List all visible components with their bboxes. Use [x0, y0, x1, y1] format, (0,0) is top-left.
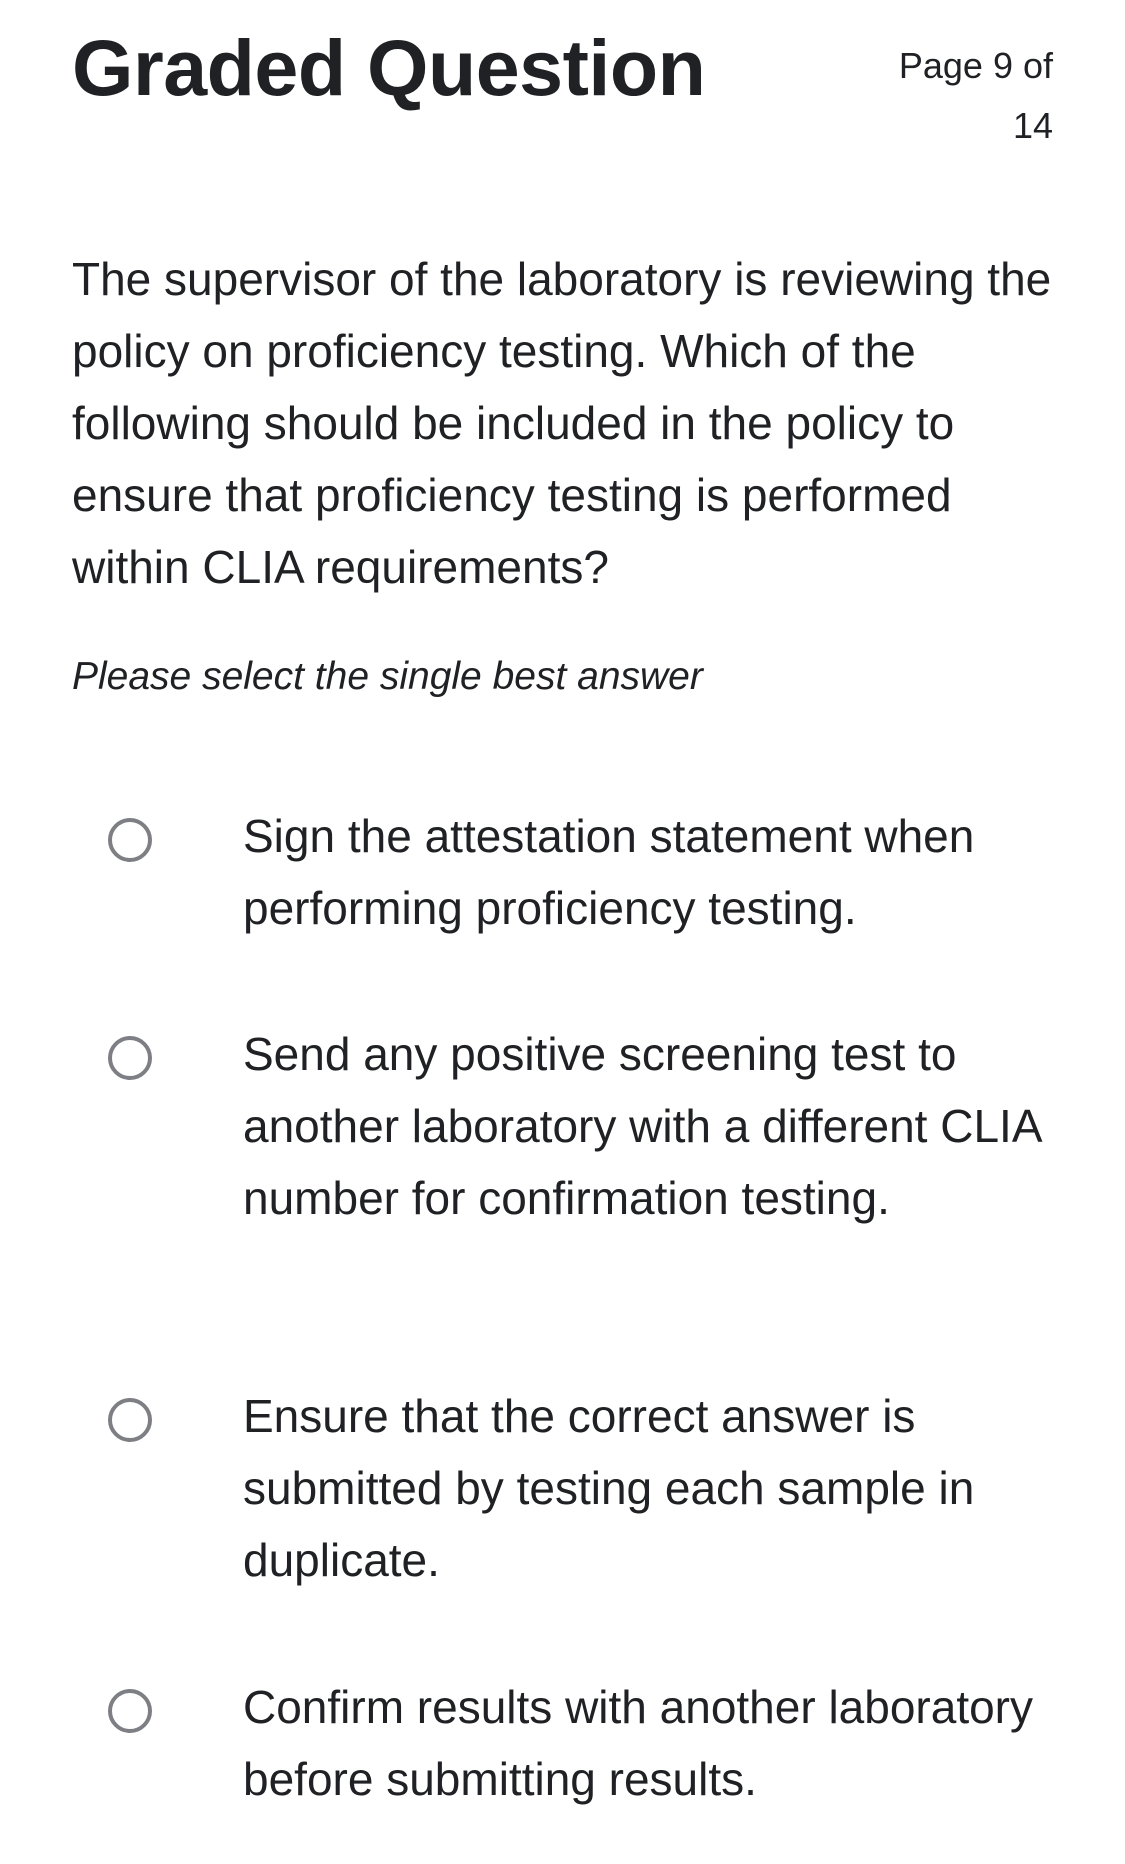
page-title: Graded Question — [72, 23, 706, 112]
answer-instruction: Please select the single best answer — [72, 655, 703, 698]
header — [72, 0, 1053, 200]
radio-button-icon[interactable] — [108, 1398, 152, 1442]
answer-option-label: Sign the attestation statement when performing proficiency testing. — [243, 810, 975, 934]
radio-button-icon[interactable] — [108, 818, 152, 862]
question-text: The supervisor of the laboratory is reviewing the policy on proficiency testing. Which of the following should be included in the policy to ensure that proficiency testing is performed within CLIA requirements? — [72, 253, 1052, 593]
radio-button-icon[interactable] — [108, 1036, 152, 1080]
answer-option-label: Ensure that the correct answer is submitted by testing each sample in duplicate. — [243, 1390, 975, 1586]
answer-option-label: Send any positive screening test to another laboratory with a different CLIA number for confirmation testing. — [243, 1028, 1040, 1224]
radio-button-icon[interactable] — [108, 1689, 152, 1733]
page-indicator: Page 9 of 14 — [898, 45, 1053, 146]
answer-option-label: Confirm results with another laboratory before submitting results. — [243, 1681, 1033, 1805]
